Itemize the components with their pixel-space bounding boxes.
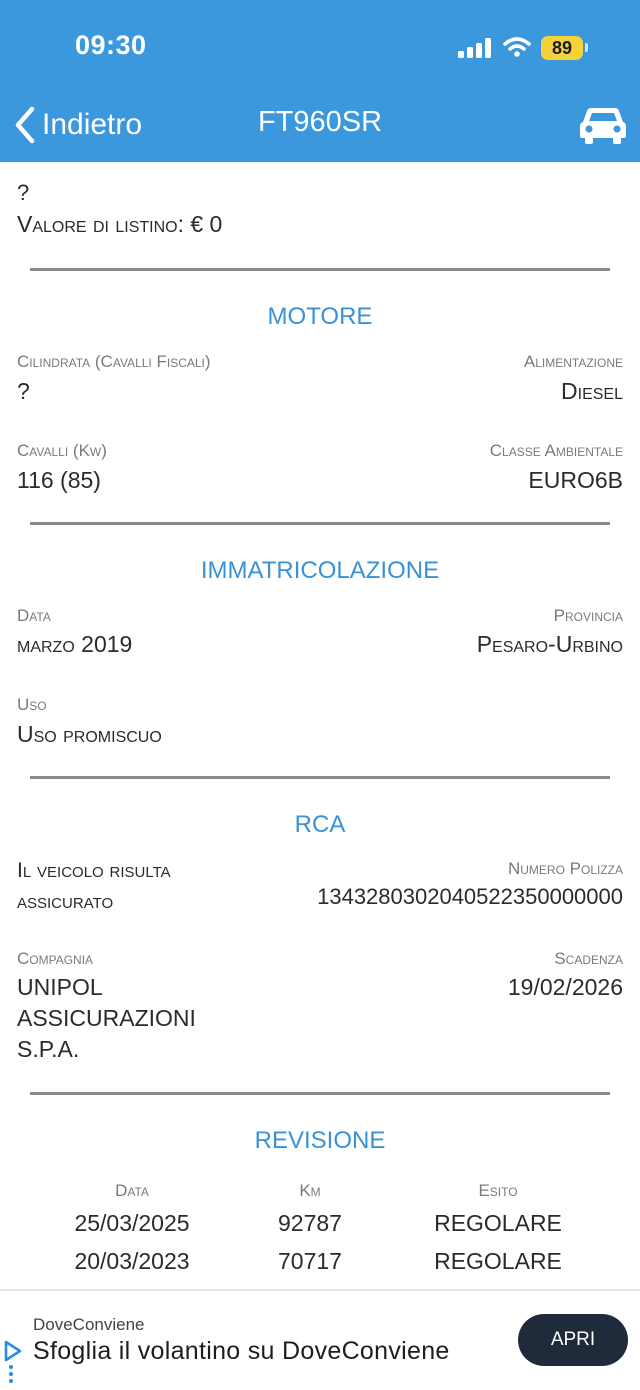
section-title-revisione: REVISIONE [254,1127,386,1154]
revisione-date: 25/03/2025 [74,1210,190,1236]
ad-text: Sfoglia il volantino su DoveConviene [33,1337,450,1365]
uso-value: Uso promiscuo [17,721,162,747]
compagnia-line2: ASSICURAZIONI [17,1005,196,1031]
provincia-value: Pesaro-Urbino [476,631,623,657]
provincia-label: Provincia [553,606,623,625]
battery-tip [585,43,588,52]
wifi-icon [503,36,531,58]
divider [30,1092,610,1095]
ad-open-button[interactable]: APRI [518,1314,628,1366]
alimentazione-value: Diesel [561,378,623,404]
unknown-value: ? [17,180,30,205]
section-title-rca: RCA [294,811,346,838]
page-title: FT960SR [257,106,383,138]
divider [30,776,610,779]
back-button[interactable] [14,104,142,146]
revisione-date: 20/03/2023 [74,1248,190,1274]
section-title-motore: MOTORE [267,303,373,330]
revisione-esito: REGOLARE [434,1248,562,1274]
polizza-value: 1343280302040522350000000 [317,884,623,909]
cellular-signal-icon [458,38,492,58]
rca-status-line2: assicurato [17,890,114,913]
ad-brand: DoveConviene [33,1315,145,1334]
ad-choices-icon[interactable] [3,1340,23,1362]
scadenza-value: 19/02/2026 [507,974,623,1000]
compagnia-line1: UNIPOL [17,974,103,1000]
polizza-label: Numero Polizza [507,859,623,878]
compagnia-label: Compagnia [17,949,94,968]
revisione-km: 70717 [278,1248,342,1274]
ad-menu-icon[interactable] [9,1365,13,1386]
section-title-immatricolazione: IMMATRICOLAZIONE [200,557,440,584]
alimentazione-label: Alimentazione [523,352,623,371]
revisione-esito: REGOLARE [434,1210,562,1236]
scadenza-label: Scadenza [554,949,623,968]
back-label: Indietro [42,108,143,141]
divider [30,522,610,525]
classe-ambientale-value: EURO6B [528,467,623,493]
cilindrata-value: ? [17,378,30,404]
battery-icon: 89 [541,36,583,60]
list-price: Valore di listino: € 0 [17,211,223,237]
immatricolazione-data-label: Data [17,606,51,625]
cavalli-value: 116 (85) [17,467,101,493]
immatricolazione-data-value: marzo 2019 [17,631,133,657]
chevron-left-icon [14,106,36,144]
app-header [0,0,640,162]
classe-ambientale-label: Classe Ambientale [489,441,623,460]
rca-status-line1: Il veicolo risulta [17,859,171,882]
uso-label: Uso [17,695,47,714]
revisione-km: 92787 [278,1210,342,1236]
car-icon[interactable] [580,104,626,144]
column-header-esito: Esito [478,1181,518,1200]
column-header-data: Data [115,1181,149,1200]
status-time: 09:30 [75,30,147,60]
column-header-km: Km [299,1181,321,1200]
divider [30,268,610,271]
cilindrata-label: Cilindrata (Cavalli Fiscali) [17,352,211,371]
ad-banner[interactable] [0,1289,640,1390]
compagnia-line3: S.P.A. [17,1036,80,1062]
cavalli-label: Cavalli (Kw) [17,441,107,460]
